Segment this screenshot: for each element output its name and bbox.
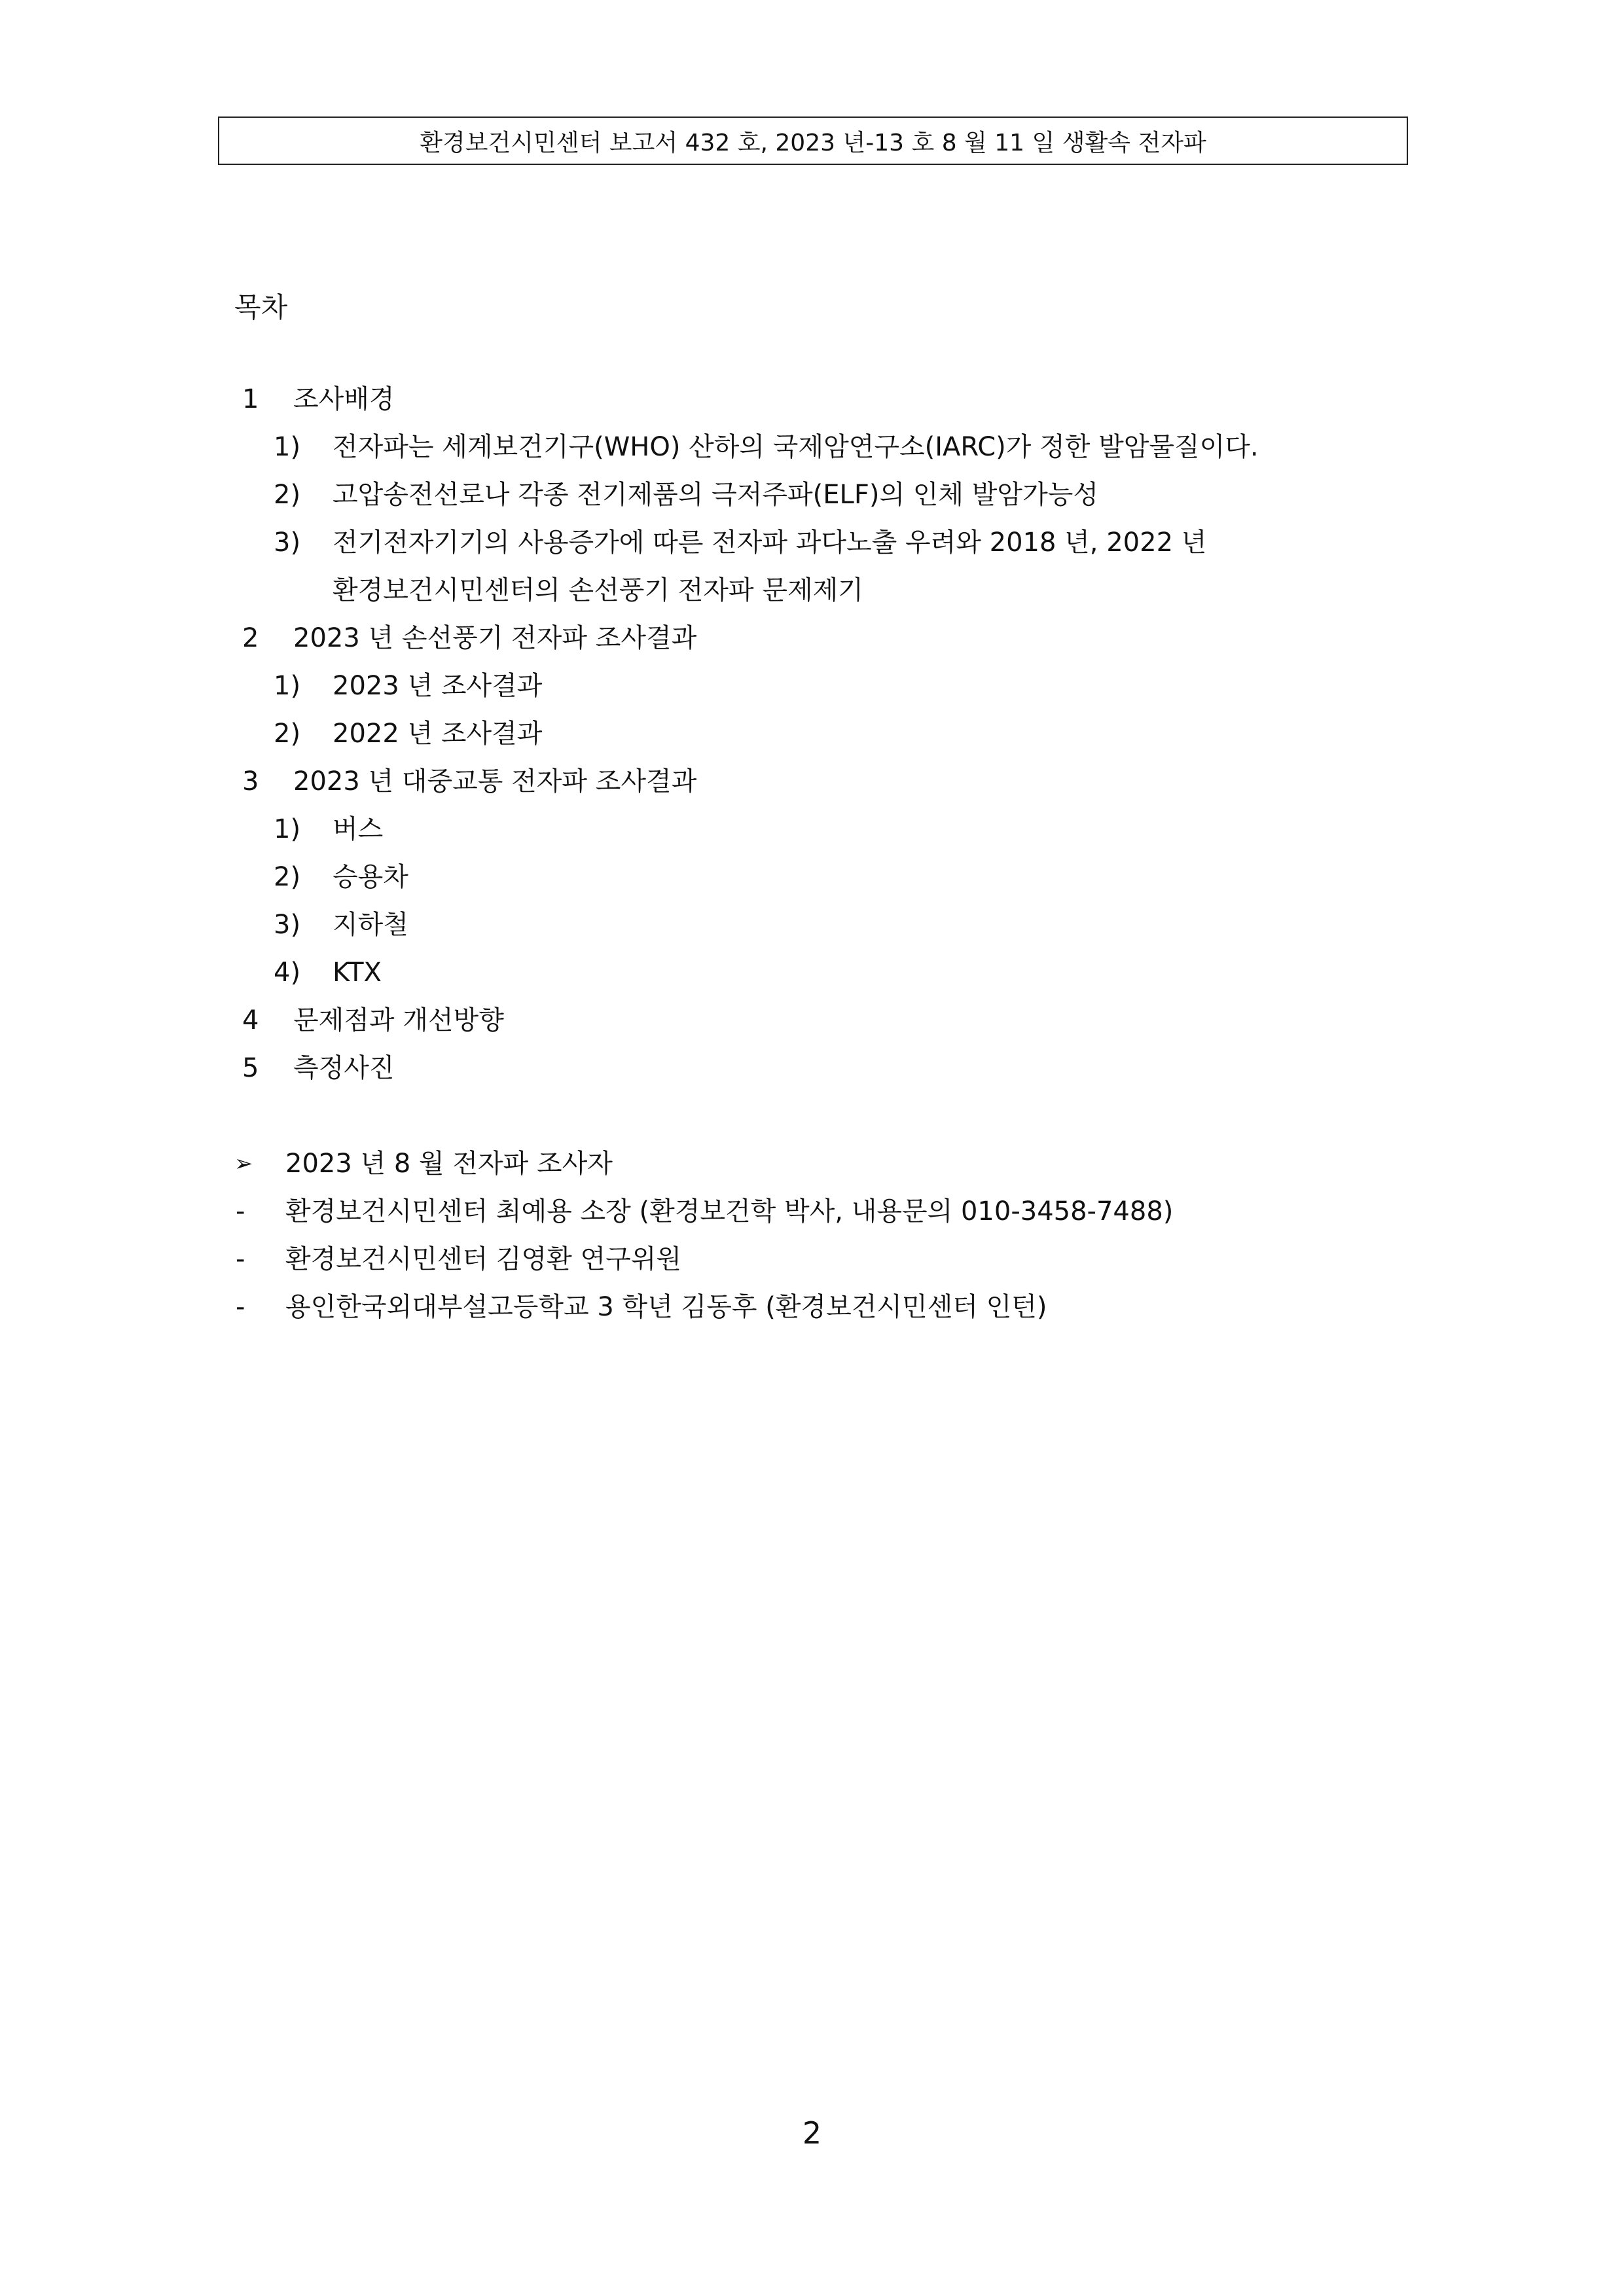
toc-section-number: 2: [242, 623, 259, 653]
toc-item-number: 1): [274, 671, 301, 701]
toc-item-label: 고압송전선로나 각종 전기제품의 극저주파(ELF)의 인체 발암가능성: [333, 480, 1098, 510]
toc-item-label: 지하철: [333, 910, 408, 940]
toc-section-label: 문제점과 개선방향: [293, 1005, 504, 1035]
toc-section-number: 5: [242, 1053, 259, 1083]
toc-item-number: 2): [274, 719, 301, 749]
toc-item-number: 3): [274, 910, 301, 940]
toc-title: [234, 288, 287, 327]
toc-section-number: 3: [242, 766, 259, 797]
toc-item-label: KTX: [333, 958, 382, 988]
arrow-bullet-icon: ➢: [234, 1151, 253, 1177]
investigator-text: 환경보건시민센터 최예용 소장 (환경보건학 박사, 내용문의 010-3458-7488): [285, 1196, 1174, 1227]
page-number: 2: [802, 2115, 822, 2151]
toc-item-continuation: 환경보건시민센터의 손선풍기 전자파 문제제기: [333, 575, 863, 605]
toc-section-label: 측정사진: [293, 1053, 395, 1083]
dash-bullet: -: [236, 1292, 245, 1322]
report-header: [218, 117, 1408, 165]
toc-section-label: 2023 년 손선풍기 전자파 조사결과: [293, 623, 697, 653]
report-header-title: 환경보건시민센터 보고서 432 호, 2023 년-13 호 8 월 11 일 생활속 전자파: [420, 129, 1206, 156]
toc-item-label: 승용차: [333, 862, 408, 892]
investigators-heading-text: 2023 년 8 월 전자파 조사자: [285, 1149, 613, 1179]
toc-item-number: 4): [274, 958, 301, 988]
dash-bullet: -: [236, 1196, 245, 1227]
toc-item-number: 1): [274, 814, 301, 844]
toc-title-text: 목차: [234, 291, 288, 323]
dash-bullet: -: [236, 1244, 245, 1274]
toc-item-number: 2): [274, 480, 301, 510]
toc-section-label: 2023 년 대중교통 전자파 조사결과: [293, 766, 697, 797]
toc-section-number: 4: [242, 1005, 259, 1035]
toc-item-label: 전기전자기기의 사용증가에 따른 전자파 과다노출 우려와 2018 년, 2022 년: [333, 528, 1207, 558]
toc-item-label: 2023 년 조사결과: [333, 671, 543, 701]
toc-section-label: 조사배경: [293, 384, 395, 414]
toc-item-label: 버스: [333, 814, 384, 844]
toc-item-number: 1): [274, 432, 301, 462]
toc-item-label: 2022 년 조사결과: [333, 719, 543, 749]
toc-item-number: 2): [274, 862, 301, 892]
toc-section-number: 1: [242, 384, 259, 414]
toc-item-number: 3): [274, 528, 301, 558]
investigator-text: 용인한국외대부설고등학교 3 학년 김동후 (환경보건시민센터 인턴): [285, 1292, 1047, 1322]
toc-item-label: 전자파는 세계보건기구(WHO) 산하의 국제암연구소(IARC)가 정한 발암물질이다.: [333, 432, 1259, 462]
investigator-text: 환경보건시민센터 김영환 연구위원: [285, 1244, 682, 1274]
